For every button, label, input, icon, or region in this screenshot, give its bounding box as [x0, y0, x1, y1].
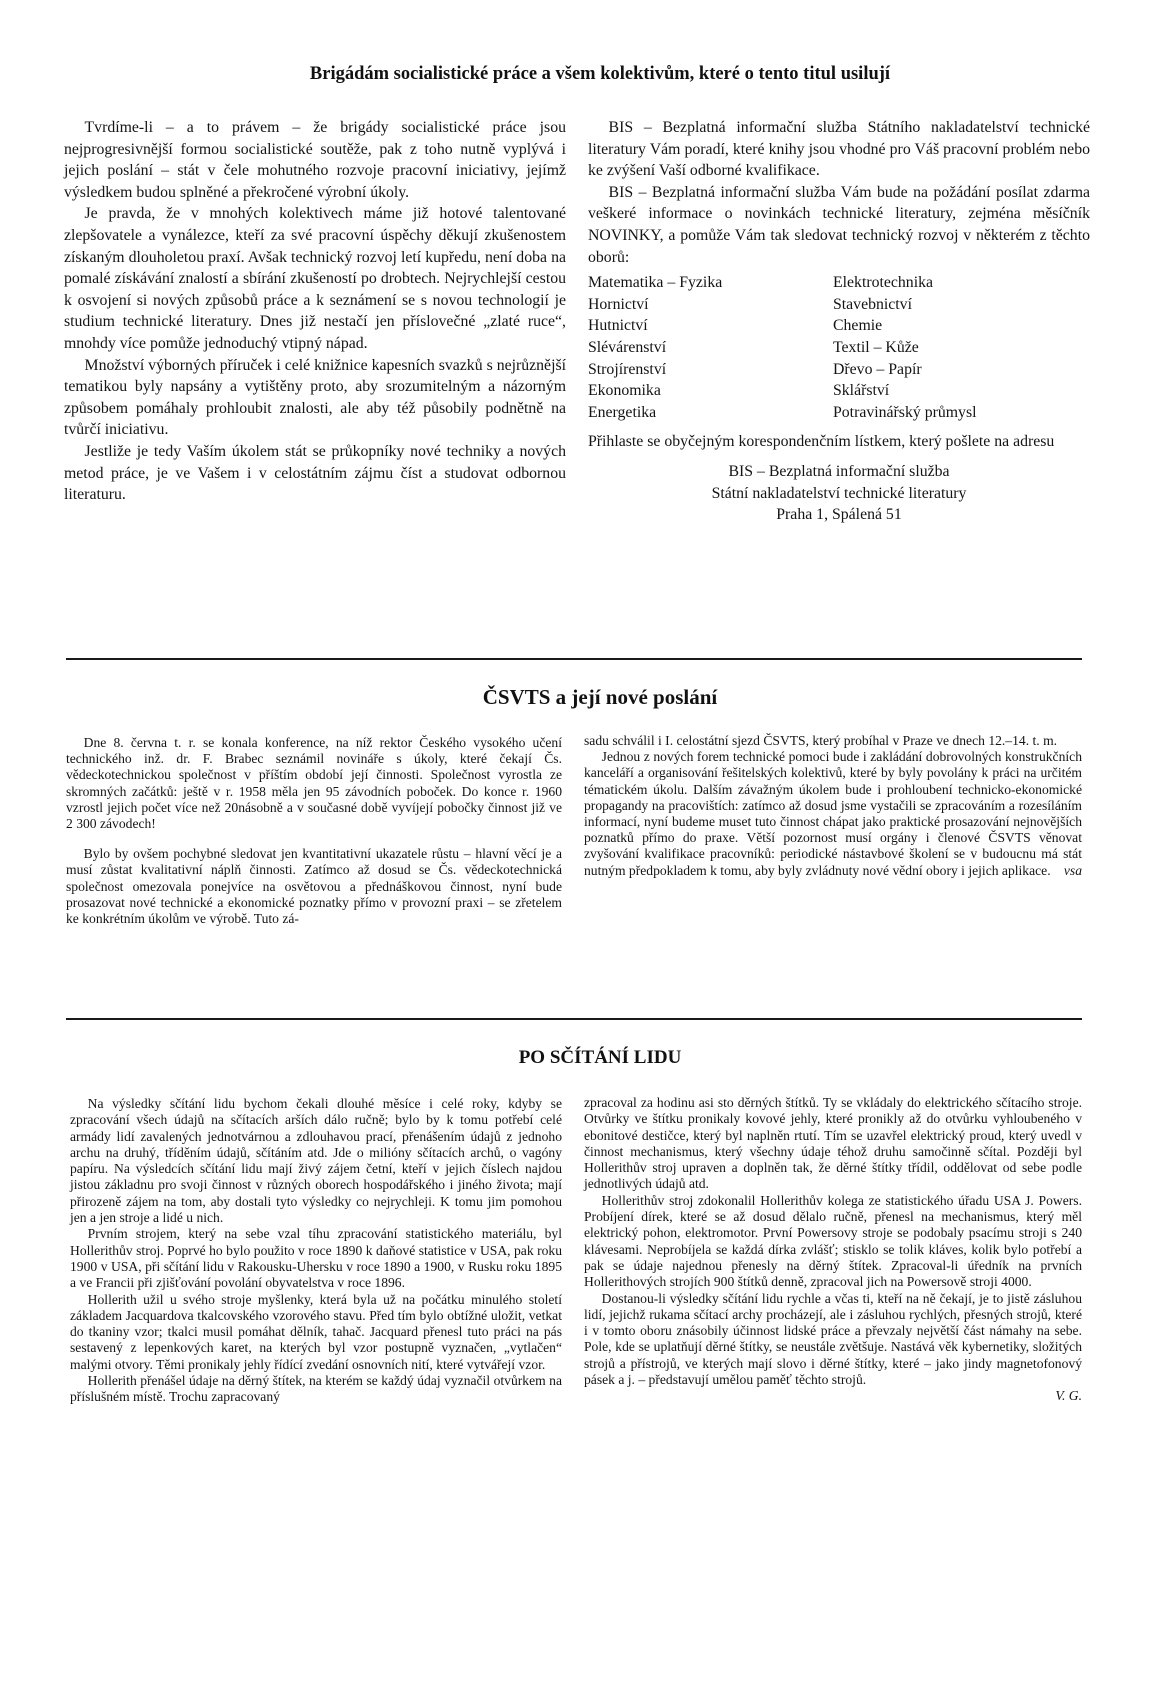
- paragraph: Je pravda, že v mnohých kolektivech máme již hotové talentované zlepšovatele a vynálezce, kteří za své pracovní úspěchy děkují zkušenostem získaným dlouholetou praxí. Avšak technický rozvoj letí kupředu, není doba na pomalé získávání znalostí a sbírání zkušeností po drobtech. Nejrychlejší cestou k osvojení si nových způsobů práce a k seznámení se s novou technologií je studium technické literatury. Dnes již nestačí jen příslovečné „zlaté ruce“, mnohdy více pomůže jednoduchý vtipný nápad.: [64, 205, 566, 352]
- field-list: [588, 272, 1090, 423]
- field-item: Hutnictví: [588, 317, 648, 335]
- article-1-right-column: [588, 117, 1090, 526]
- article-1-left-column: [64, 117, 566, 506]
- divider: [66, 1018, 1082, 1020]
- divider: [66, 658, 1082, 660]
- paragraph: Tvrdíme-li – a to právem – že brigády socialistické práce jsou nejprogresivnější formou socialistické soutěže, pak z toho nutně vyplývá i jejich poslání – stát v čele mohutného rozvoje pracovní iniciativy, jejímž výsledkem budou splněné a překročené výrobní úkoly.: [64, 119, 566, 201]
- field-item: Potravinářský průmysl: [833, 403, 977, 421]
- field-item: Strojírenství: [588, 360, 667, 378]
- paragraph: zpracoval za hodinu asi sto děrných štítků. Ty se vkládaly do elektrického sčítacího stroje. Otvůrky ve štítku pronikaly kovové jehly, které pronikly až do otvůrku vyhloubeného v ebonitové destičce, který byl naplněn rtutí. Tím se uzavřel elektrický proud, který uvedl v činnost mechanismus, který všechny údaje téhož druhu samočinně sčítal. Později byl Hollerithův stroj upraven a doplněn tak, že děrné štítky třídil, oddělovat od sebe podle jednotlivých údajů atd.: [584, 1095, 1082, 1192]
- field-item: Ekonomika: [588, 382, 661, 400]
- paragraph: Bylo by ovšem pochybné sledovat jen kvantitativní ukazatele růstu – hlavní věcí je a musí zůstat kvalitativní náplň činnosti. Zatímco až dosud se Čs. vědeckotechnická společnost omezovala ponejvíce na osvětovou a přednáškovou činnost, nyní bude prosazovat nové technické a ekonomické poznatky přímo v provozní praxi – se zřetelem ke konkrétním úkolům ve výrobě. Tuto zá-: [66, 846, 562, 927]
- signature: V. G.: [1055, 1388, 1082, 1404]
- field-item: Hornictví: [588, 295, 649, 313]
- address-line: BIS – Bezplatná informační služba: [728, 462, 950, 480]
- field-item: Stavebnictví: [833, 295, 912, 313]
- paragraph: Dne 8. června t. r. se konala konference, na níž rektor Českého vysokého učení technického inž. dr. F. Brabec seznámil novináře s úkoly, které čekají Čs. vědeckotechnickou společnost v příštím období její činnosti. Společnost vyrostla ze skromných začátků: ještě v r. 1958 měla jen 95 závodních poboček. Do konce r. 1960 vzrostl jejich počet více než 20násobně a v současné době vyvíjejí pobočky činnost již ve 2 300 závodech!: [66, 735, 562, 832]
- field-item: Energetika: [588, 403, 657, 421]
- field-item: Elektrotechnika: [833, 274, 934, 292]
- article-3-left-column: [70, 1096, 562, 1406]
- paragraph: Hollerith užil u svého stroje myšlenky, která byla už na počátku minulého století základem Jacquardova tkalcovského vzorového stavu. Před tím bylo obtížné uložit, vetkat do tkaniny vzor; tkalci musil pomáhat dělník, tahač. Jacquard přenesl tuto práci na pás sestavený z lepenkových karet, na kterých byl vzor postupně vyznačen, „vytlačen“ malými otvory. Těmi pronikaly jehly řídící zvedání osnovních nití, které vytvářejí vzor.: [70, 1291, 562, 1372]
- field-item: Matematika – Fyzika: [588, 274, 723, 292]
- article-1-title: Brigádám socialistické práce a všem kolektivům, které o tento titul usilují: [309, 64, 891, 84]
- paragraph: Množství výborných příruček i celé knižnice kapesních svazků s nejrůznější tematikou byly napsány a vytištěny proto, aby srozumitelným a názorným způsobem pomáhaly prohloubit znalosti, ale aby též působily podnětně na tvůrčí iniciativu.: [64, 356, 566, 439]
- paragraph: sadu schválil i I. celostátní sjezd ČSVTS, který probíhal v Praze ve dnech 12.–14. t. m.: [584, 733, 1058, 748]
- article-3-title: PO SČÍTÁNÍ LIDU: [518, 1047, 682, 1068]
- paragraph: Na výsledky sčítání lidu bychom čekali dlouhé měsíce i celé roky, kdyby se zpracování všech údajů na sčítacích arších dálo ručně; bylo by k tomu potřebí celé armády lidí zavalených jednotvárnou a zdlouhavou prací, přenášením údajů z jednoho archu na druhý, tříděním údajů, sčítáním atd. Jde o milióny sčítacích archů, o vagóny papíru. Na výsledcích sčítání lidu mají živý zájem četní, kteří v jejich číslech najdou jistou základnu pro svoji činnost v různých oborech hospodářského i jiného života; mají přirozeně zájem na tom, aby dostali tyto výsledky co nejrychleji. K tomu jim pomohou jen a jen stroje a lidé u nich.: [70, 1096, 562, 1226]
- article-3-right-column: [584, 1095, 1082, 1405]
- field-item: Textil – Kůže: [833, 338, 919, 356]
- field-item: Dřevo – Papír: [833, 360, 922, 378]
- address-block: [588, 461, 1090, 526]
- paragraph: Prvním strojem, který na sebe vzal tíhu zpracování statistického materiálu, byl Hollerithův stroj. Poprvé ho bylo použito v roce 1890 k daňové statistice v USA, pak roku 1900 v USA, při sčítání lidu v Rakousku-Uhersku v roce 1890 a 1900, v Rusku roku 1895 a ve Francii při zjišťování povolání obyvatelstva v roce 1896.: [70, 1226, 562, 1291]
- field-item: Chemie: [833, 317, 883, 335]
- paragraph: Přihlaste se obyčejným korespondenčním lístkem, který pošlete na adresu: [588, 433, 1055, 451]
- article-2-title: ČSVTS a její nové poslání: [482, 685, 718, 709]
- paragraph: Jestliže je tedy Vaším úkolem stát se průkopníky nové techniky a nových metod práce, je ve Vašem i v celostátním zájmu číst a studovat odbornou literaturu.: [64, 442, 566, 504]
- paragraph: Dostanou-li výsledky sčítání lidu rychle a včas ti, kteří na ně čekají, je to jistě zásluhou lidí, jejichž rukama sčítací archy procházejí, ale i zásluhou rychlých, přesných strojů, které i v tomto oboru znásobily účinnost lidské práce a převzaly největší část námahy na sebe. Pole, kde se uplatňují děrné štítky, se neustále zvětšuje. Nastává věk kybernetiky, složitých strojů a přístrojů, ve kterých mají slovo i děrné štítky, které – jako jindy magnetofonový pásek a j. – představují umělou paměť těchto strojů.: [584, 1290, 1082, 1388]
- paragraph: Hollerithův stroj zdokonalil Hollerithův kolega ze statistického úřadu USA J. Powers. Probíjení dírek, které se až dosud dělalo ručně, přenesl na mechanismus, který měl elektrický pohon, elektromotor. První Powersovy stroje se podobaly psacímu stroji s 240 klávesami. Neprobíjela se každá dírka zvlášť; stisklo se tolik kláves, kolik bylo potřebí a pak se údaje najednou přenesly na děrný štítek. Zpracoval-li úředník na prvních Hollerithových strojích 900 štítků denně, zpracoval jich na Powersově stroji 4000.: [584, 1192, 1082, 1290]
- article-2-right-column: [584, 733, 1082, 879]
- paragraph: Hollerith přenášel údaje na děrný štítek, na kterém se každý údaj vyznačil otvůrkem na příslušném místě. Trochu zapracovaný: [70, 1373, 562, 1405]
- address-line: Státní nakladatelství technické literatury: [711, 484, 967, 502]
- paragraph: Jednou z nových forem technické pomoci bude i zakládání dobrovolných konstrukčních kanceláří a organisování řešitelských kolektivů, které by byly povolány k práci na určitém tématickém úkolu. Dalším závažným úkolem bude i prohloubení technicko-ekonomické propagandy na pracovištích: zatímco až dosud jsme vystačili se zpracováním a rozesíláním informací, nyní budeme muset tuto činnost chápat jako praktické prosazování nejnovějších poznatků přímo do praxe. Větší pozornost musí orgány i členové ČSVTS věnovat zvyšování kvalifikace pracovníků: periodické nástavbové školení se v budoucnu má stát nutným předpokladem k tomu, aby byly zvládnuty nové vědní obory i jejich aplikace.: [584, 749, 1082, 878]
- field-item: Sklářství: [833, 382, 890, 400]
- field-item: Slévárenství: [588, 338, 667, 356]
- signature: vsa: [1063, 862, 1082, 878]
- paragraph: BIS – Bezplatná informační služba Státního nakladatelství technické literatury Vám poradí, které knihy jsou vhodné pro Váš pracovní problém nebo ke zvýšení Vaší odborné kvalifikace.: [588, 119, 1090, 180]
- paragraph: BIS – Bezplatná informační služba Vám bude na požádání posílat zdarma veškeré informace o novinkách technické literatury, zejména měsíčník NOVINKY, a pomůže Vám tak sledovat technický rozvoj v některém z těchto oborů:: [588, 183, 1090, 266]
- article-2-left-column: [66, 735, 562, 927]
- address-line: Praha 1, Spálená 51: [776, 506, 902, 524]
